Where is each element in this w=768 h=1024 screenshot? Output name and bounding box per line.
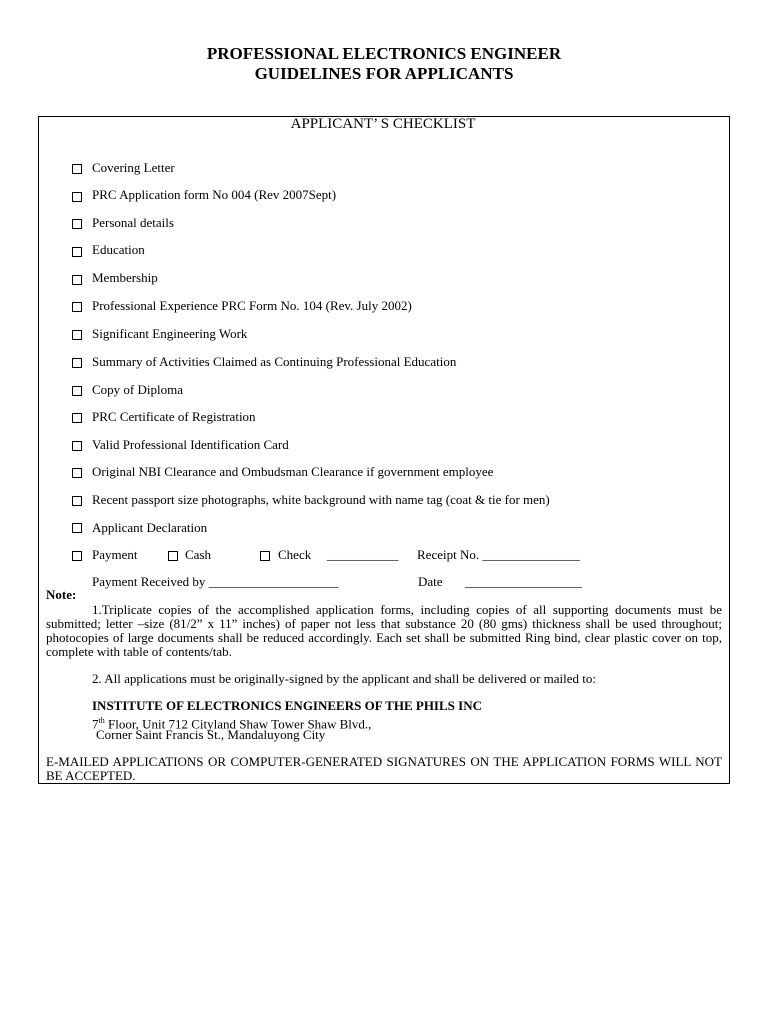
document-title: PROFESSIONAL ELECTRONICS ENGINEER (206, 44, 562, 63)
checklist-item-label: Copy of Diploma (92, 382, 183, 397)
date-field-line: __________________ (465, 574, 582, 589)
note-paragraph-1: 1.Triplicate copies of the accomplished application forms, including copies of all supporting documents must be submitted; letter –size (81/2” x 11” inches) of paper not less that substance 20 (80 gms) thickness shall be used throughout; photocopies of large documents shall be reduced accordingly. Each set shall be submitted Ring bind, clear plastic cover on top, complete with table of contents/tab. (46, 602, 722, 659)
address-floor-suffix: th (98, 716, 105, 725)
checkbox-applicant-declaration[interactable] (72, 523, 82, 533)
checklist-item-label: Significant Engineering Work (92, 326, 248, 341)
checklist-item-label: Education (92, 242, 145, 257)
checklist-item-label: PRC Certificate of Registration (92, 409, 256, 424)
checkbox-education[interactable] (72, 247, 82, 257)
checkbox-nbi-clearance[interactable] (72, 468, 82, 478)
checkbox-identification-card[interactable] (72, 441, 82, 451)
checkbox-payment[interactable] (72, 551, 82, 561)
checklist-item-label: Valid Professional Identification Card (92, 437, 289, 452)
note-label: Note: (46, 587, 77, 602)
date-label: Date (418, 574, 443, 589)
checklist-item-label: Summary of Activities Claimed as Continuing Professional Education (92, 354, 457, 369)
checklist-item-label: Recent passport size photographs, white background with name tag (coat & tie for men) (92, 492, 550, 507)
document-subtitle: GUIDELINES FOR APPLICANTS (254, 64, 514, 83)
payment-received-by-field: Payment Received by ____________________ (92, 574, 339, 589)
checkbox-prc-application-form[interactable] (72, 192, 82, 202)
checkbox-covering-letter[interactable] (72, 164, 82, 174)
receipt-number-field: Receipt No. _______________ (417, 547, 580, 562)
organization-name: INSTITUTE OF ELECTRONICS ENGINEERS OF THE PHILS INC (92, 698, 482, 713)
checklist-item-label: Professional Experience PRC Form No. 104 (Rev. July 2002) (92, 298, 412, 313)
checkbox-membership[interactable] (72, 275, 82, 285)
checkbox-significant-engineering-work[interactable] (72, 330, 82, 340)
checklist-item-label: Original NBI Clearance and Ombudsman Clearance if government employee (92, 464, 494, 479)
checkbox-cash[interactable] (168, 551, 178, 561)
checkbox-copy-of-diploma[interactable] (72, 386, 82, 396)
check-number-line: ___________ (327, 547, 399, 562)
submission-warning: E-MAILED APPLICATIONS OR COMPUTER-GENERATED SIGNATURES ON THE APPLICATION FORMS WILL NOT BE ACCEPTED. (46, 754, 722, 783)
checklist-item-label: Membership (92, 270, 158, 285)
checklist-item-label: Personal details (92, 215, 174, 230)
checklist-item-label: PRC Application form No 004 (Rev 2007Sept) (92, 187, 337, 202)
address-line-2: Corner Saint Francis St., Mandaluyong City (96, 727, 326, 742)
checkbox-prc-certificate[interactable] (72, 413, 82, 423)
checklist-item-label: Covering Letter (92, 160, 175, 175)
checkbox-summary-of-activities[interactable] (72, 358, 82, 368)
note-paragraph-2: 2. All applications must be originally-signed by the applicant and shall be delivered or mailed to: (92, 671, 596, 686)
check-label: Check (278, 547, 312, 562)
checklist-heading: APPLICANT’ S CHECKLIST (290, 116, 476, 132)
checkbox-passport-photographs[interactable] (72, 496, 82, 506)
checklist-item-label: Applicant Declaration (92, 520, 208, 535)
checkbox-check[interactable] (260, 551, 270, 561)
address-floor-number: 7 (92, 716, 99, 732)
payment-label: Payment (92, 547, 138, 562)
address-line-1-text: Floor, Unit 712 Cityland Shaw Tower Shaw Blvd., (104, 716, 372, 732)
checkbox-professional-experience[interactable] (72, 302, 82, 312)
cash-label: Cash (185, 547, 211, 562)
checkbox-personal-details[interactable] (72, 219, 82, 229)
